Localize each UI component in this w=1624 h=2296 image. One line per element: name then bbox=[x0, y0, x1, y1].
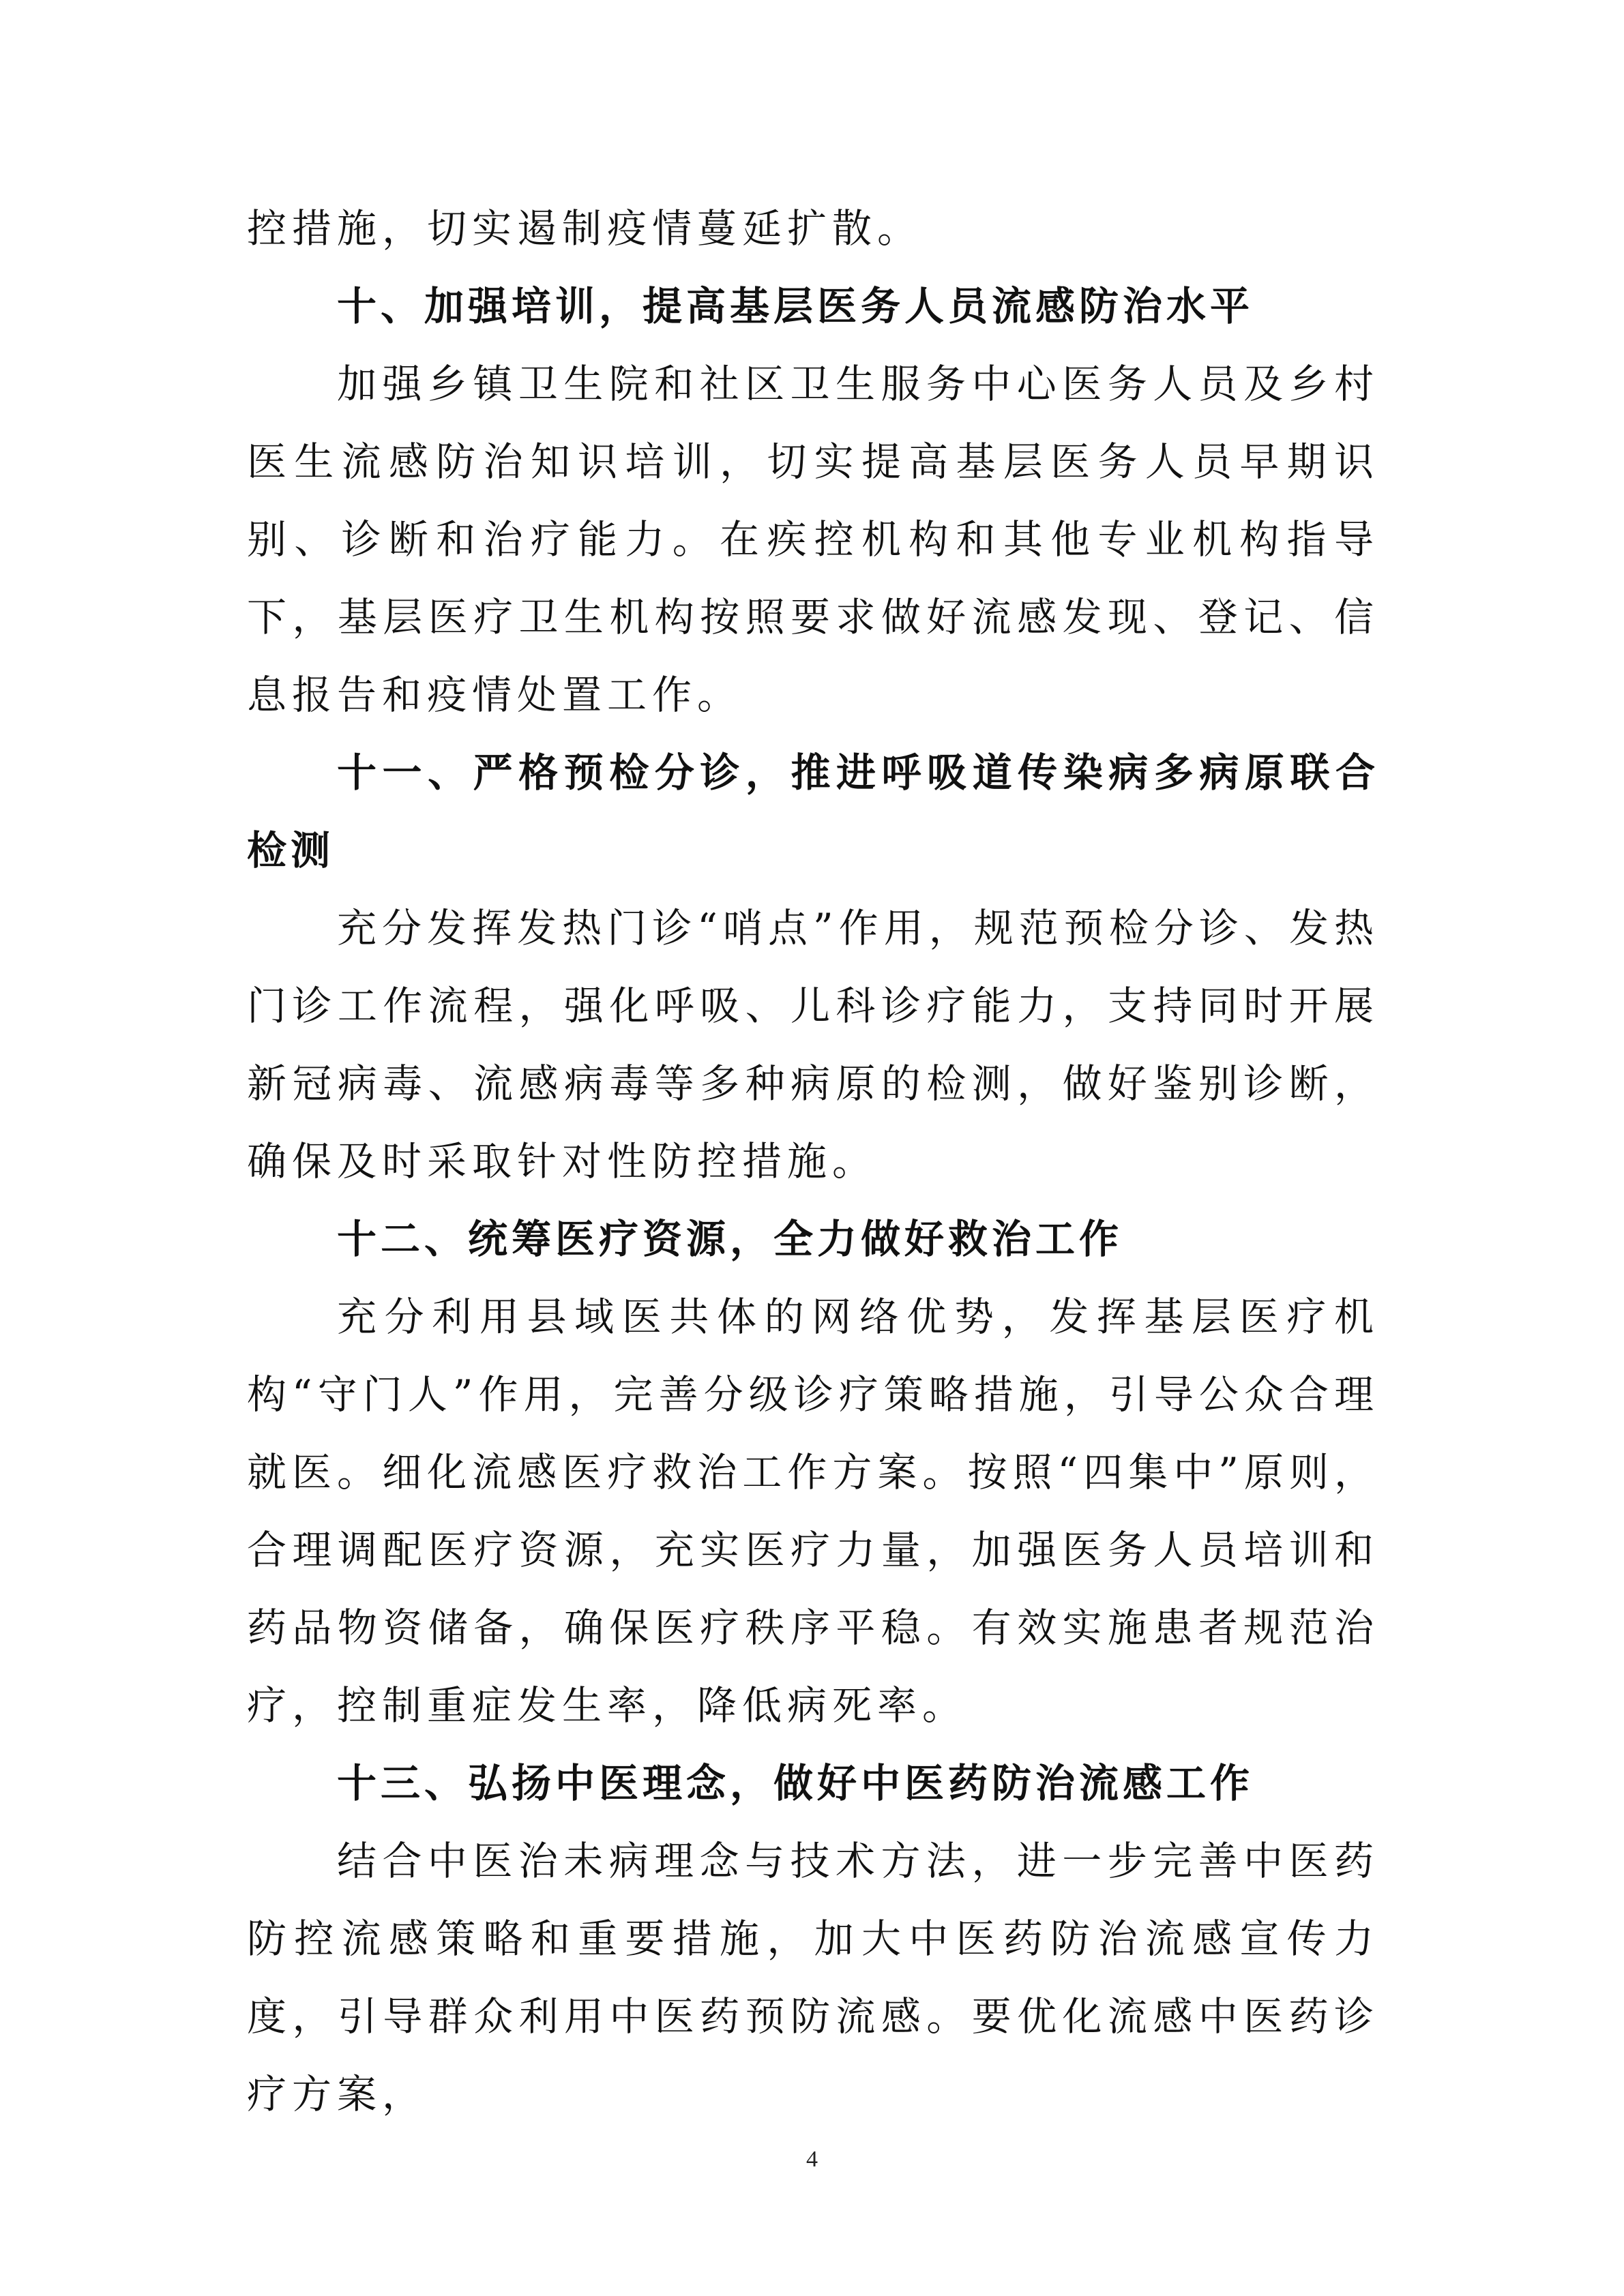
section-body-10: 加强乡镇卫生院和社区卫生服务中心医务人员及乡村医生流感防治知识培训，切实提高基层医务人员早期识别、诊断和治疗能力。在疾控机构和其他专业机构指导下，基层医疗卫生机构按照要求做好流感发现、登记、信息报告和疫情处置工作。 bbox=[247, 361, 1379, 718]
document-body bbox=[247, 190, 1379, 2133]
section-body-13: 结合中医治未病理念与技术方法，进一步完善中医药防控流感策略和重要措施，加大中医药防治流感宣传力度，引导群众利用中医药预防流感。要优化流感中医药诊疗方案， bbox=[247, 1838, 1379, 2117]
section-heading-12: 十二、统筹医疗资源，全力做好救治工作 bbox=[337, 1216, 1123, 1262]
section-heading-10: 十、加强培训，提高基层医务人员流感防治水平 bbox=[337, 283, 1254, 329]
section-heading-11: 十一、严格预检分诊，推进呼吸道传染病多病原联合检测 bbox=[247, 749, 1379, 874]
section-heading-13: 十三、弘扬中医理念，做好中医药防治流感工作 bbox=[337, 1760, 1254, 1806]
section-body-12: 充分利用县域医共体的网络优势，发挥基层医疗机构“守门人”作用，完善分级诊疗策略措施，引导公众合理就医。细化流感医疗救治工作方案。按照“四集中”原则，合理调配医疗资源，充实医疗力量，加强医务人员培训和药品物资储备，确保医疗秩序平稳。有效实施患者规范治疗，控制重症发生率，降低病死率。 bbox=[247, 1294, 1379, 1729]
lead-paragraph: 控措施，切实遏制疫情蔓延扩散。 bbox=[247, 205, 923, 252]
section-body-11: 充分发挥发热门诊“哨点”作用，规范预检分诊、发热门诊工作流程，强化呼吸、儿科诊疗能力，支持同时开展新冠病毒、流感病毒等多种病原的检测，做好鉴别诊断，确保及时采取针对性防控措施。 bbox=[247, 905, 1379, 1184]
page-number: 4 bbox=[806, 2147, 818, 2172]
